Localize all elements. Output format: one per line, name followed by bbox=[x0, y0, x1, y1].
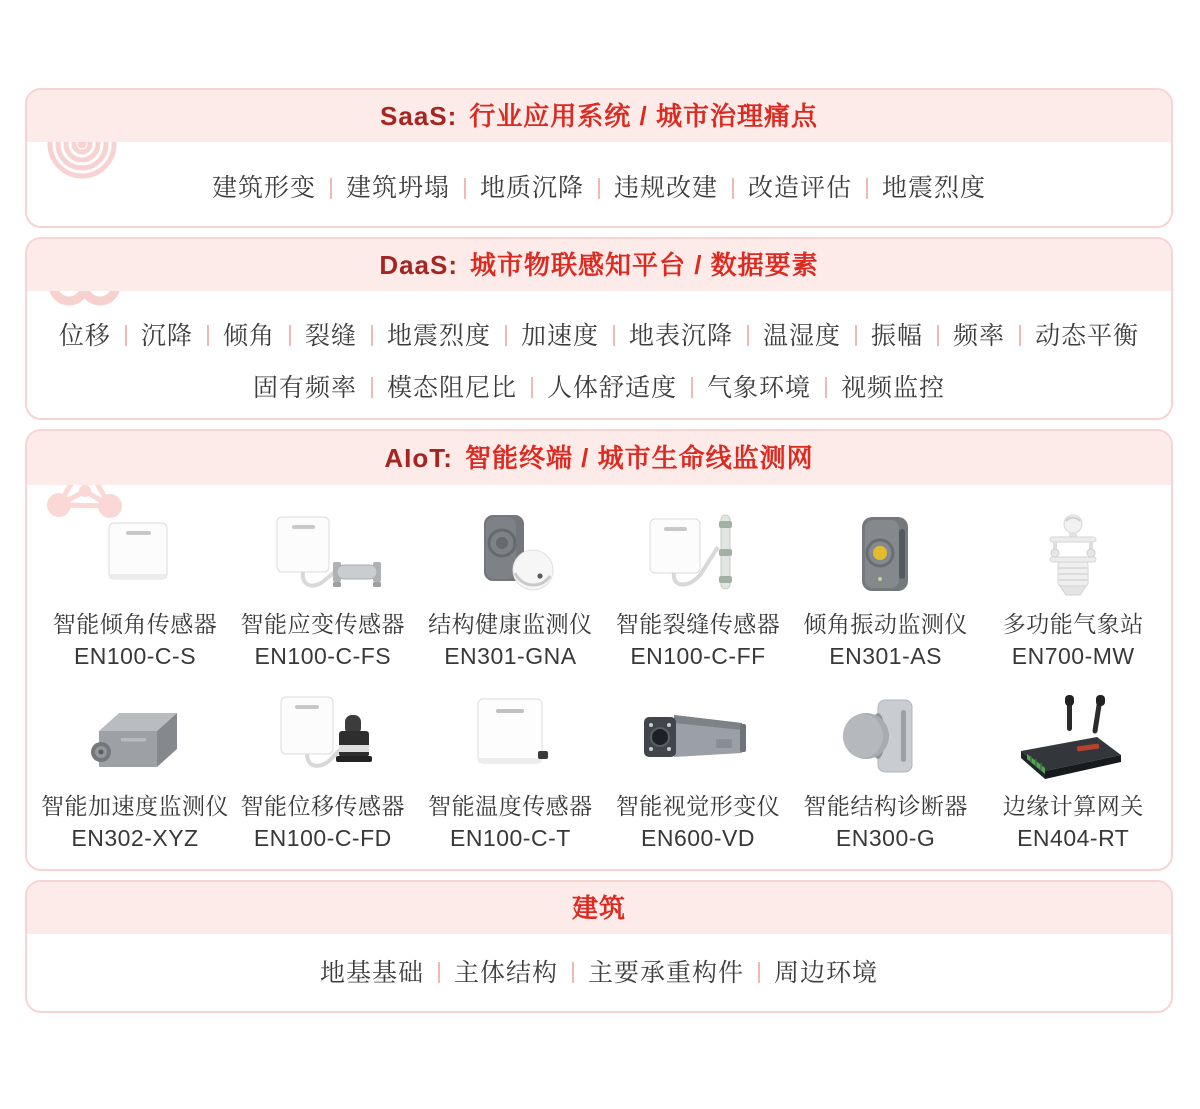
product-model: EN100-C-T bbox=[449, 825, 571, 851]
product-card bbox=[417, 513, 605, 671]
daas-tag: 位移 bbox=[58, 321, 111, 350]
strain-sensor-image bbox=[229, 513, 417, 601]
product-name: 智能加速度监测仪 bbox=[41, 793, 229, 819]
product-model: EN300-G bbox=[835, 825, 936, 851]
daas-tag: 视频监控 bbox=[811, 373, 945, 403]
building-tag: 周边环境 bbox=[744, 958, 878, 988]
daas-title-prefix: DaaS: bbox=[379, 250, 459, 280]
daas-body bbox=[27, 291, 1171, 418]
daas-tag: 温湿度 bbox=[733, 321, 841, 351]
daas-tag: 裂缝 bbox=[275, 321, 357, 351]
section-daas bbox=[25, 237, 1173, 420]
aiot-title bbox=[27, 431, 1171, 485]
daas-tag: 固有频率 bbox=[252, 373, 357, 402]
product-card bbox=[229, 695, 417, 853]
building-tag: 地基基础 bbox=[319, 958, 424, 987]
daas-tag-row-1 bbox=[59, 321, 1139, 351]
layer-diagram bbox=[25, 88, 1173, 1013]
product-card bbox=[604, 513, 792, 671]
saas-header bbox=[27, 90, 1171, 142]
product-card bbox=[979, 695, 1167, 853]
product-model: EN100-C-FS bbox=[254, 643, 392, 669]
weather-station-image bbox=[979, 513, 1167, 601]
daas-tag: 振幅 bbox=[841, 321, 923, 351]
product-card bbox=[604, 695, 792, 853]
saas-tag: 改造评估 bbox=[718, 173, 852, 203]
structural-health-monitor-illustration bbox=[440, 513, 580, 601]
building-tag-row bbox=[320, 958, 878, 988]
saas-body bbox=[27, 142, 1171, 226]
aiot-title-prefix: AIoT: bbox=[384, 443, 453, 473]
saas-tag: 建筑形变 bbox=[211, 174, 316, 202]
structural-health-monitor-image bbox=[417, 513, 605, 601]
product-card bbox=[417, 695, 605, 853]
aiot-header bbox=[27, 431, 1171, 485]
product-model: EN700-MW bbox=[1011, 643, 1135, 669]
saas-title bbox=[27, 90, 1171, 142]
product-model: EN301-GNA bbox=[444, 643, 577, 669]
weather-station-illustration bbox=[1003, 513, 1143, 601]
vision-deformation-camera-illustration bbox=[628, 695, 768, 783]
accelerometer-image bbox=[41, 695, 229, 783]
tilt-vibration-monitor-illustration bbox=[816, 513, 956, 601]
daas-tag: 动态平衡 bbox=[1005, 321, 1139, 351]
crack-sensor-illustration bbox=[628, 513, 768, 601]
product-card bbox=[41, 513, 229, 671]
saas-title-main: 行业应用系统 / 城市治理痛点 bbox=[469, 101, 818, 131]
daas-tag: 地震烈度 bbox=[357, 321, 491, 351]
daas-tag: 气象环境 bbox=[677, 373, 811, 403]
aiot-title-main: 智能终端 / 城市生命线监测网 bbox=[464, 443, 814, 473]
daas-tag: 沉降 bbox=[111, 321, 193, 351]
product-card bbox=[41, 695, 229, 853]
tilt-vibration-monitor-image bbox=[792, 513, 980, 601]
section-saas bbox=[25, 88, 1173, 228]
temperature-sensor-illustration bbox=[440, 695, 580, 783]
strain-sensor-illustration bbox=[253, 513, 393, 601]
product-model: EN404-RT bbox=[1017, 825, 1130, 851]
building-title: 建筑 bbox=[571, 893, 626, 923]
product-name: 多功能气象站 bbox=[1002, 611, 1144, 637]
product-card bbox=[979, 513, 1167, 671]
daas-tag: 模态阻尼比 bbox=[357, 373, 517, 403]
product-name: 智能应变传感器 bbox=[240, 611, 406, 637]
product-name: 智能温度传感器 bbox=[428, 793, 593, 819]
daas-title-main: 城市物联感知平台 / 数据要素 bbox=[470, 250, 819, 280]
product-model: EN100-C-FD bbox=[253, 825, 392, 851]
tilt-sensor-illustration bbox=[65, 513, 205, 601]
product-card bbox=[792, 695, 980, 853]
product-model: EN600-VD bbox=[641, 825, 755, 851]
product-name: 倾角振动监测仪 bbox=[803, 611, 968, 637]
edge-gateway-illustration bbox=[1003, 695, 1143, 783]
saas-tag: 建筑坍塌 bbox=[316, 173, 450, 203]
daas-header bbox=[27, 239, 1171, 291]
section-building bbox=[25, 880, 1173, 1013]
product-name: 智能裂缝传感器 bbox=[615, 611, 781, 637]
saas-tag: 地质沉降 bbox=[450, 173, 584, 203]
structure-diagnoser-image bbox=[792, 695, 980, 783]
edge-gateway-image bbox=[979, 695, 1167, 783]
daas-tag: 人体舒适度 bbox=[517, 373, 677, 403]
tilt-sensor-image bbox=[41, 513, 229, 601]
product-card bbox=[229, 513, 417, 671]
product-card bbox=[792, 513, 980, 671]
temperature-sensor-image bbox=[417, 695, 605, 783]
saas-tag: 地震烈度 bbox=[852, 173, 986, 203]
product-name: 边缘计算网关 bbox=[1002, 793, 1144, 819]
saas-title-prefix: SaaS: bbox=[380, 101, 458, 131]
vision-deformation-camera-image bbox=[604, 695, 792, 783]
daas-tag: 加速度 bbox=[491, 321, 599, 351]
building-tag: 主要承重构件 bbox=[558, 958, 744, 988]
product-name: 智能位移传感器 bbox=[240, 793, 406, 819]
section-aiot bbox=[25, 429, 1173, 871]
daas-title bbox=[27, 239, 1171, 291]
product-grid bbox=[27, 485, 1171, 853]
daas-tag: 地表沉降 bbox=[599, 321, 733, 351]
product-model: EN100-C-S bbox=[73, 643, 197, 669]
product-name: 智能倾角传感器 bbox=[52, 611, 218, 637]
product-model: EN301-AS bbox=[829, 643, 942, 669]
crack-sensor-image bbox=[604, 513, 792, 601]
building-header bbox=[27, 882, 1171, 934]
daas-tag: 频率 bbox=[923, 321, 1005, 351]
product-name: 智能视觉形变仪 bbox=[615, 793, 781, 819]
aiot-body bbox=[27, 485, 1171, 853]
daas-tag: 倾角 bbox=[193, 321, 275, 351]
building-tag: 主体结构 bbox=[424, 958, 558, 988]
daas-tag-row-2 bbox=[253, 373, 945, 403]
structure-diagnoser-illustration bbox=[816, 695, 956, 783]
product-name: 智能结构诊断器 bbox=[803, 793, 968, 819]
saas-tag-row bbox=[212, 173, 986, 203]
product-name: 结构健康监测仪 bbox=[428, 611, 593, 637]
saas-tag: 违规改建 bbox=[584, 173, 718, 203]
product-model: EN100-C-FF bbox=[630, 643, 766, 669]
product-model: EN302-XYZ bbox=[71, 825, 199, 851]
displacement-sensor-illustration bbox=[253, 695, 393, 783]
displacement-sensor-image bbox=[229, 695, 417, 783]
accelerometer-illustration bbox=[65, 695, 205, 783]
building-body bbox=[27, 934, 1171, 1011]
